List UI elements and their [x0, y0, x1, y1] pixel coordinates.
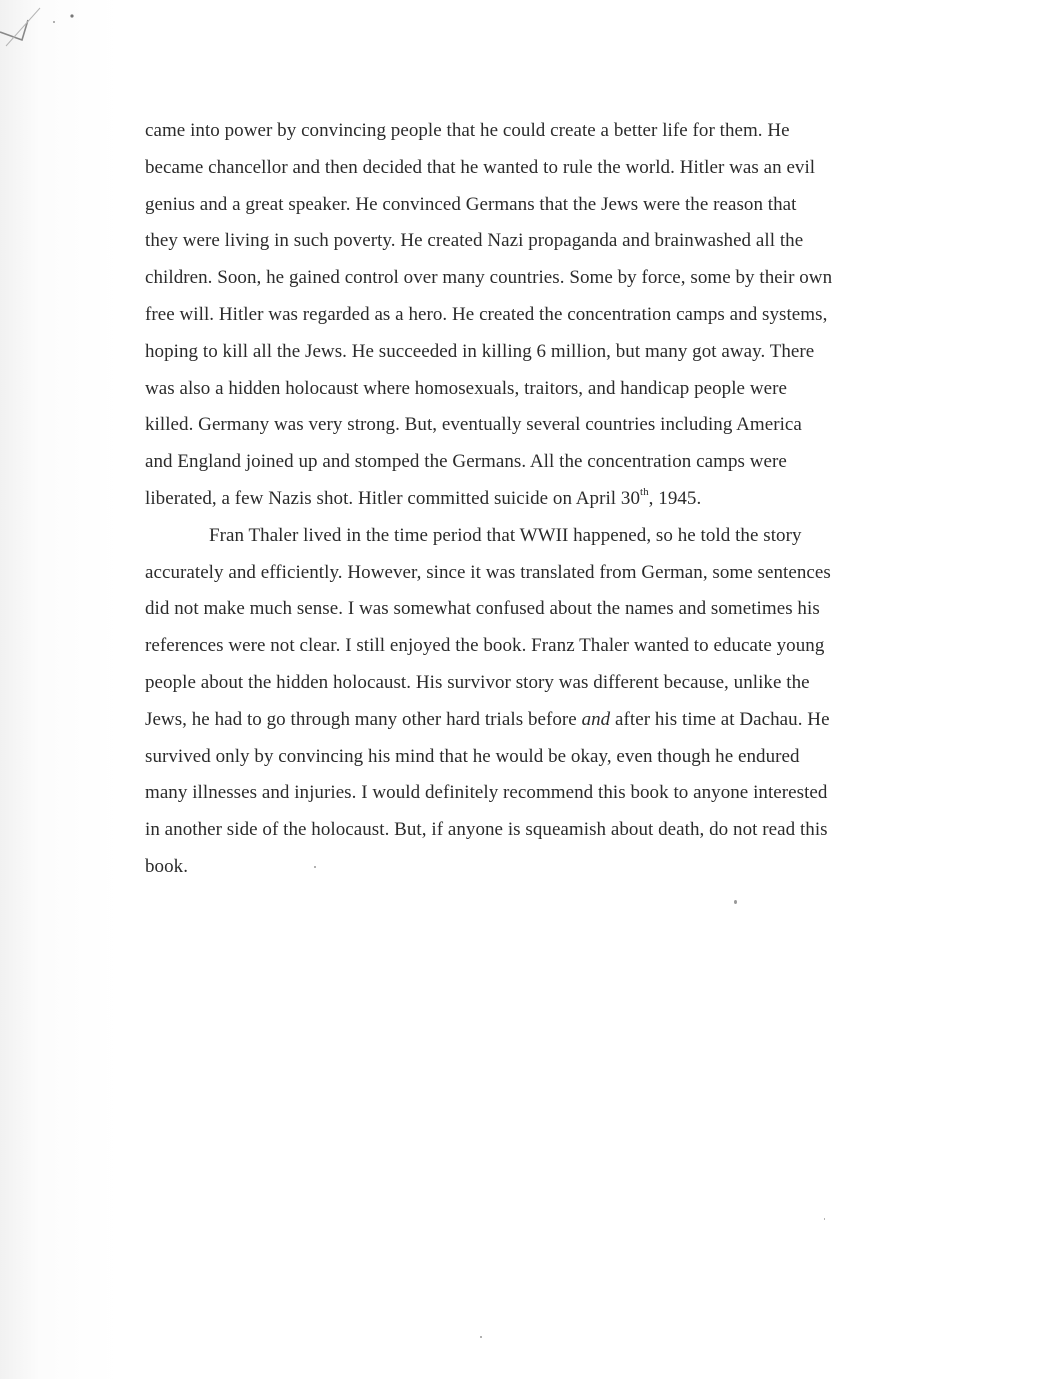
- text-line: [145, 481, 915, 518]
- superscript-th: th: [640, 485, 649, 498]
- text-line: and England joined up and stomped the Germans. All the concentration camps were: [145, 451, 787, 473]
- text-line: survived only by convincing his mind that he would be okay, even though he endured: [145, 745, 800, 767]
- text-fragment: after his time at Dachau. He: [610, 708, 830, 730]
- text-fragment: liberated, a few Nazis shot. Hitler committed suicide on April 30: [145, 487, 641, 509]
- text-line: references were not clear. I still enjoyed the book. Franz Thaler wanted to educate young: [145, 635, 825, 657]
- italic-word: and: [581, 708, 611, 730]
- text-line: came into power by convincing people that he could create a better life for them. He: [145, 120, 790, 141]
- text-line: Fran Thaler lived in the time period that WWII happened, so he told the story: [209, 524, 802, 546]
- essay-text: [145, 113, 915, 886]
- text-line: in another side of the holocaust. But, if anyone is squeamish about death, do not read this: [145, 819, 828, 841]
- text-line: children. Soon, he gained control over many countries. Some by force, some by their own: [145, 267, 833, 289]
- text-line: did not make much sense. I was somewhat confused about the names and sometimes his: [145, 598, 820, 620]
- text-line: people about the hidden holocaust. His survivor story was different because, unlike the: [145, 671, 810, 693]
- paragraph-1: [145, 113, 915, 518]
- text-line: hoping to kill all the Jews. He succeeded in killing 6 million, but many got away. There: [145, 340, 815, 362]
- text-line: killed. Germany was very strong. But, eventually several countries including America: [145, 414, 802, 436]
- paragraph-2: [145, 518, 915, 886]
- scan-speck: [314, 866, 316, 868]
- text-fragment: Jews, he had to go through many other hard trials before: [145, 708, 582, 730]
- scan-speck: [734, 900, 737, 904]
- text-line: book.: [145, 855, 188, 877]
- text-fragment: , 1945.: [648, 487, 702, 509]
- text-line: many illnesses and injuries. I would definitely recommend this book to anyone interested: [145, 782, 828, 804]
- text-line: became chancellor and then decided that he wanted to rule the world. Hitler was an evil: [145, 156, 816, 178]
- text-line: accurately and efficiently. However, since it was translated from German, some sentences: [145, 561, 831, 583]
- text-line: was also a hidden holocaust where homosexuals, traitors, and handicap people were: [145, 377, 787, 399]
- staple-mark-icon: [0, 0, 90, 90]
- text-line: they were living in such poverty. He created Nazi propaganda and brainwashed all the: [145, 230, 804, 252]
- scan-speck: [824, 1218, 825, 1220]
- scan-speck: [480, 1336, 482, 1338]
- text-line: [145, 702, 915, 739]
- text-line: genius and a great speaker. He convinced Germans that the Jews were the reason that: [145, 193, 797, 215]
- text-line: free will. Hitler was regarded as a hero. He created the concentration camps and systems,: [145, 303, 828, 325]
